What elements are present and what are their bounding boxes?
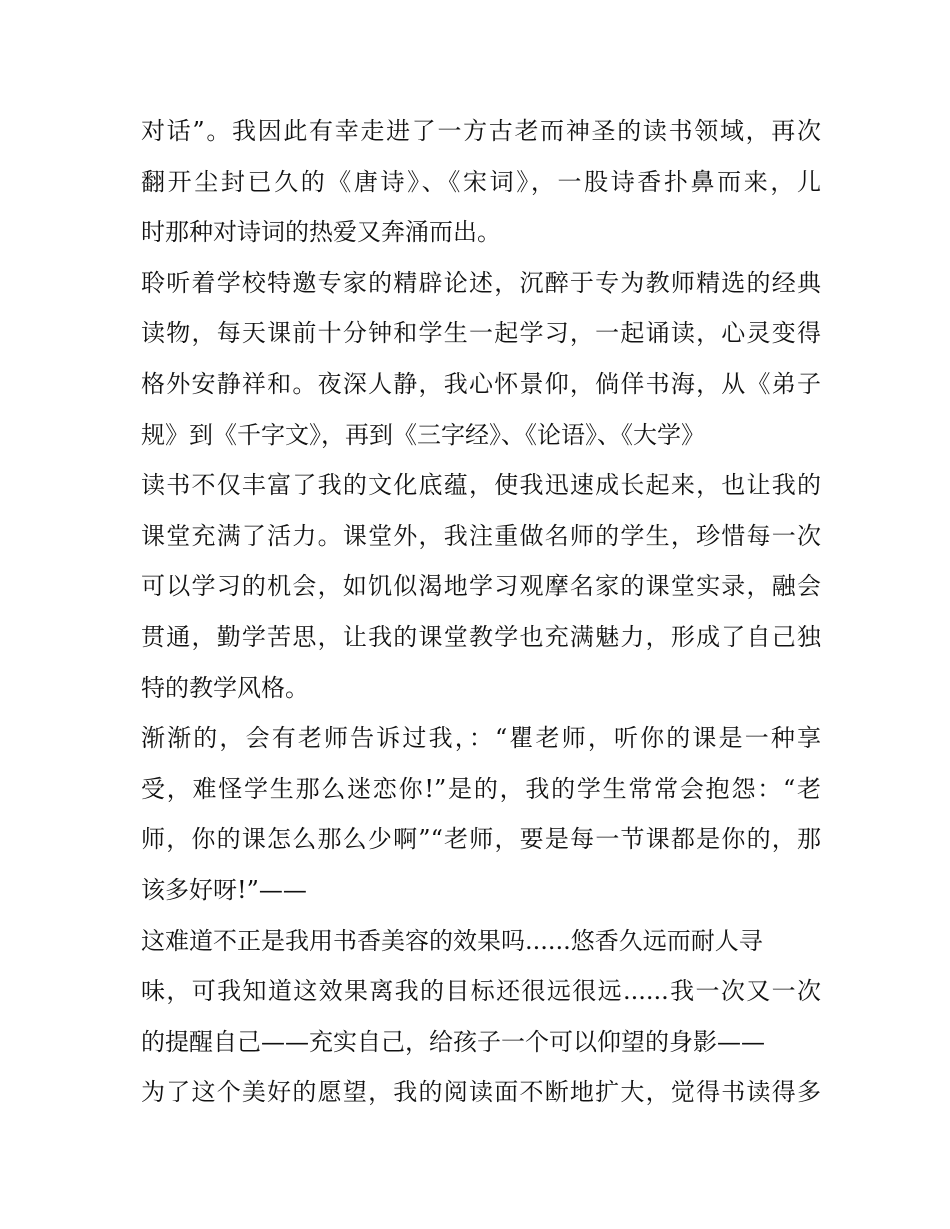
text-line: 对话”。我因此有幸走进了一方古老而神圣的读书领域，再次 — [141, 117, 821, 145]
text-line: 为了这个美好的愿望，我的阅读面不断地扩大，觉得书读得多 — [141, 1078, 821, 1107]
text-line: 翻开尘封已久的《唐诗》、《宋词》，一股诗香扑鼻而来，儿 — [141, 167, 821, 196]
text-line: 特的教学风格。 — [141, 673, 309, 702]
text-line: 贯通，勤学苦思，让我的课堂教学也充满魅力，形成了自己独 — [141, 622, 821, 651]
text-line: 这难道不正是我用书香美容的效果吗......悠香久远而耐人寻 — [141, 926, 763, 955]
text-line: 课堂充满了活力。课堂外，我注重做名师的学生，珍惜每一次 — [141, 521, 821, 550]
text-line: 读物，每天课前十分钟和学生一起学习，一起诵读，心灵变得 — [141, 319, 821, 348]
text-line: 的提醒自己——充实自己，给孩子一个可以仰望的身影—— — [141, 1027, 765, 1056]
document-body — [141, 106, 821, 1118]
text-line: 时那种对诗词的热爱又奔涌而出。 — [141, 218, 501, 247]
text-line: 聆听着学校特邀专家的精辟论述，沉醉于专为教师精选的经典 — [141, 268, 821, 297]
text-line: 可以学习的机会，如饥似渴地学习观摩名家的课堂实录，融会 — [141, 572, 821, 601]
text-line: 读书不仅丰富了我的文化底蕴，使我迅速成长起来，也让我的 — [141, 471, 821, 500]
text-line: 师，你的课怎么那么少啊”“老师，要是每一节课都是你的，那 — [141, 825, 821, 854]
text-line: 该多好呀!”—— — [141, 875, 307, 904]
text-line: 规》到《千字文》，再到《三字经》、《论语》、《大学》 — [141, 420, 705, 449]
text-line: 格外安静祥和。夜深人静，我心怀景仰，倘佯书海，从《弟子 — [141, 369, 821, 398]
text-line: 渐渐的，会有老师告诉过我，：“瞿老师，听你的课是一种享 — [141, 724, 821, 753]
text-line: 受，难怪学生那么迷恋你!”是的，我的学生常常会抱怨：“老 — [141, 774, 821, 803]
text-line: 味，可我知道这效果离我的目标还很远很远......我一次又一次 — [141, 977, 821, 1006]
